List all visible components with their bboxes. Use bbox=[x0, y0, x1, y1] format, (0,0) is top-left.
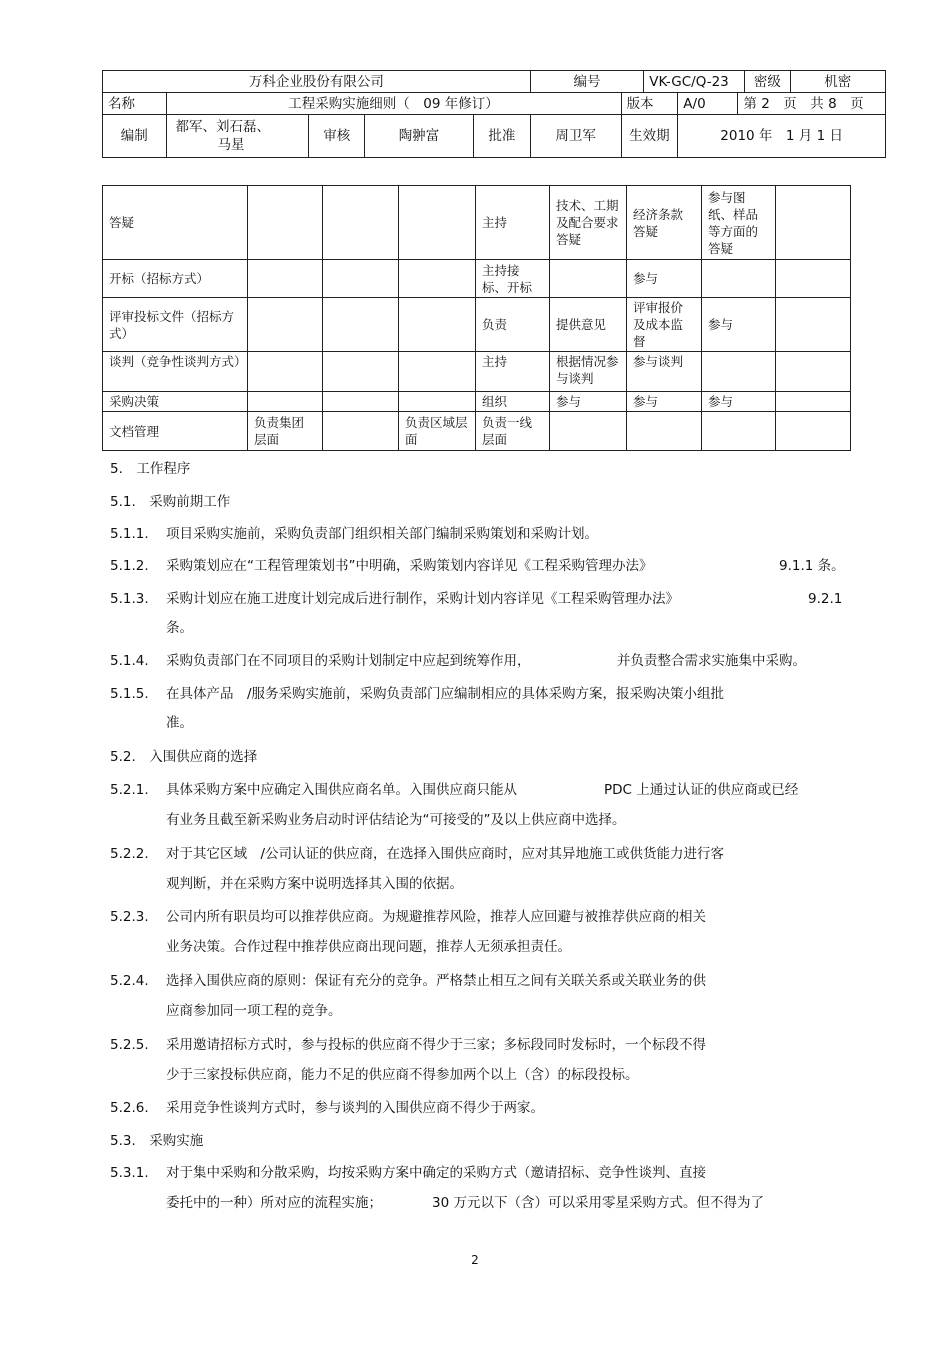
code-label: 编号 bbox=[530, 71, 643, 93]
matrix-cell bbox=[702, 260, 776, 298]
clause-text: 采购负责部门在不同项目的采购计划制定中应起到统筹作用， bbox=[166, 653, 531, 669]
matrix-cell: 组织 bbox=[476, 392, 550, 412]
clause-number: 5.2.6. bbox=[110, 1100, 149, 1116]
clause-text-tail: 并负责整合需求实施集中采购。 bbox=[617, 653, 806, 669]
matrix-cell bbox=[399, 260, 476, 298]
matrix-cell bbox=[776, 392, 851, 412]
matrix-item: 开标（招标方式） bbox=[103, 260, 248, 298]
matrix-cell: 提供意见 bbox=[550, 298, 627, 352]
clause-text-continued: 业务决策。合作过程中推荐供应商出现问题，推荐人无须承担责任。 bbox=[166, 939, 571, 955]
matrix-cell: 参与谈判 bbox=[627, 352, 702, 392]
matrix-cell bbox=[323, 298, 399, 352]
secret-value: 机密 bbox=[790, 71, 885, 93]
matrix-cell bbox=[248, 260, 323, 298]
company-name: 万科企业股份有限公司 bbox=[103, 71, 531, 93]
matrix-item: 采购决策 bbox=[103, 392, 248, 412]
clause-text: 在具体产品 /服务采购实施前，采购负责部门应编制相应的具体采购方案，报采购决策小组批 bbox=[166, 686, 725, 702]
matrix-cell bbox=[776, 412, 851, 451]
reviewer: 陶翀富 bbox=[365, 115, 474, 158]
matrix-cell: 负责集团层面 bbox=[248, 412, 323, 451]
approve-label: 批准 bbox=[474, 115, 531, 158]
matrix-item: 答疑 bbox=[103, 186, 248, 260]
authors bbox=[166, 115, 309, 158]
page-info: 第 2 页 共 8 页 bbox=[738, 93, 886, 115]
matrix-cell bbox=[399, 352, 476, 392]
page-number: 2 bbox=[471, 1253, 479, 1267]
review-label: 审核 bbox=[309, 115, 365, 158]
matrix-cell: 参与 bbox=[627, 260, 702, 298]
clause-number: 5.1.5. bbox=[110, 686, 149, 702]
matrix-item: 评审投标文件（招标方式） bbox=[103, 298, 248, 352]
clause-text: 采用邀请招标方式时，参与投标的供应商不得少于三家；多标段同时发标时，一个标段不得 bbox=[166, 1037, 706, 1053]
clause-text: 对于其它区域 /公司认证的供应商，在选择入围供应商时，应对其异地施工或供货能力进行客 bbox=[166, 846, 725, 862]
matrix-item: 谈判（竞争性谈判方式） bbox=[103, 352, 248, 392]
matrix-cell bbox=[399, 186, 476, 260]
clause-text: 具体采购方案中应确定入围供应商名单。入围供应商只能从 bbox=[166, 782, 517, 798]
matrix-cell bbox=[776, 298, 851, 352]
matrix-cell bbox=[323, 186, 399, 260]
clause-text: 采购计划应在施工进度计划完成后进行制作，采购计划内容详见《工程采购管理办法》 bbox=[166, 591, 679, 607]
matrix-cell bbox=[248, 352, 323, 392]
matrix-cell: 技术、工期及配合要求答疑 bbox=[550, 186, 627, 260]
clause-text-tail: 9.2.1 bbox=[808, 591, 843, 607]
matrix-cell bbox=[550, 412, 627, 451]
matrix-cell: 主持 bbox=[476, 352, 550, 392]
matrix-cell bbox=[776, 186, 851, 260]
clause-number: 5.1.3. bbox=[110, 591, 149, 607]
clause-text-tail: PDC 上通过认证的供应商或已经 bbox=[604, 782, 799, 798]
approver: 周卫军 bbox=[530, 115, 621, 158]
clause-number: 5.3.1. bbox=[110, 1165, 149, 1181]
matrix-cell: 评审报价及成本监督 bbox=[627, 298, 702, 352]
version-label: 版本 bbox=[621, 93, 678, 115]
clause-number: 5.1.2. bbox=[110, 558, 149, 574]
matrix-cell bbox=[323, 392, 399, 412]
clause-text-continued: 观判断，并在采购方案中说明选择其入围的依据。 bbox=[166, 876, 463, 892]
clause-number: 5.1.1. bbox=[110, 526, 149, 542]
secret-label: 密级 bbox=[745, 71, 790, 93]
matrix-cell bbox=[776, 352, 851, 392]
section-5-3-heading: 5.3. 采购实施 bbox=[110, 1133, 204, 1149]
matrix-cell bbox=[702, 352, 776, 392]
matrix-cell: 负责一线层面 bbox=[476, 412, 550, 451]
clause-number: 5.2.2. bbox=[110, 846, 149, 862]
clause-number: 5.1.4. bbox=[110, 653, 149, 669]
matrix-cell: 参与图纸、样品等方面的答疑 bbox=[702, 186, 776, 260]
matrix-cell: 参与 bbox=[627, 392, 702, 412]
responsibility-matrix bbox=[102, 185, 851, 451]
clause-text-continued: 少于三家投标供应商，能力不足的供应商不得参加两个以上（含）的标段投标。 bbox=[166, 1067, 639, 1083]
matrix-cell bbox=[323, 260, 399, 298]
section-5-1-heading: 5.1. 采购前期工作 bbox=[110, 494, 231, 510]
matrix-row bbox=[103, 260, 851, 298]
matrix-cell bbox=[248, 186, 323, 260]
matrix-row bbox=[103, 298, 851, 352]
effective-label: 生效期 bbox=[621, 115, 678, 158]
matrix-cell bbox=[323, 412, 399, 451]
matrix-cell bbox=[702, 412, 776, 451]
code-value: VK-GC/Q-23 bbox=[644, 71, 745, 93]
clause-text-tail: 9.1.1 条。 bbox=[779, 558, 845, 574]
matrix-row bbox=[103, 352, 851, 392]
matrix-cell: 负责区域层面 bbox=[399, 412, 476, 451]
matrix-cell: 参与 bbox=[702, 392, 776, 412]
matrix-cell: 负责 bbox=[476, 298, 550, 352]
matrix-cell bbox=[399, 298, 476, 352]
clause-text: 对于集中采购和分散采购，均按采购方案中确定的采购方式（邀请招标、竞争性谈判、直接 bbox=[166, 1165, 706, 1181]
clause-text-continued: 有业务且截至新采购业务启动时评估结论为“可接受的”及以上供应商中选择。 bbox=[166, 812, 626, 828]
clause-number: 5.2.1. bbox=[110, 782, 149, 798]
matrix-cell: 主持 bbox=[476, 186, 550, 260]
authors-line2: 马星 bbox=[217, 137, 245, 153]
author-label: 编制 bbox=[103, 115, 167, 158]
matrix-cell bbox=[248, 298, 323, 352]
clause-text: 选择入围供应商的原则：保证有充分的竞争。严格禁止相互之间有关联关系或关联业务的供 bbox=[166, 973, 706, 989]
matrix-cell bbox=[550, 260, 627, 298]
clause-number: 5.2.3. bbox=[110, 909, 149, 925]
clause-text-continued: 委托中的一种）所对应的流程实施； bbox=[166, 1195, 382, 1211]
clause-text: 项目采购实施前，采购负责部门组织相关部门编制采购策划和采购计划。 bbox=[166, 526, 598, 542]
matrix-cell bbox=[399, 392, 476, 412]
section-5-heading: 5. 工作程序 bbox=[110, 461, 191, 477]
matrix-cell bbox=[627, 412, 702, 451]
version-value: A/0 bbox=[678, 93, 738, 115]
matrix-item: 文档管理 bbox=[103, 412, 248, 451]
authors-line1: 都军、刘石磊、 bbox=[175, 119, 271, 135]
clause-number: 5.2.4. bbox=[110, 973, 149, 989]
matrix-cell: 主持接标、开标 bbox=[476, 260, 550, 298]
document-header-table bbox=[102, 70, 886, 158]
matrix-cell: 参与 bbox=[550, 392, 627, 412]
matrix-row bbox=[103, 392, 851, 412]
clause-number: 5.2.5. bbox=[110, 1037, 149, 1053]
matrix-cell: 根据情况参与谈判 bbox=[550, 352, 627, 392]
clause-text-continued: 准。 bbox=[166, 715, 193, 731]
clause-text: 采用竞争性谈判方式时，参与谈判的入围供应商不得少于两家。 bbox=[166, 1100, 544, 1116]
matrix-cell bbox=[776, 260, 851, 298]
clause-text: 采购策划应在“工程管理策划书”中明确，采购策划内容详见《工程采购管理办法》 bbox=[166, 558, 653, 574]
document-name: 工程采购实施细则（ 09 年修订） bbox=[166, 93, 621, 115]
section-5-2-heading: 5.2. 入围供应商的选择 bbox=[110, 749, 258, 765]
matrix-cell bbox=[248, 392, 323, 412]
effective-date: 2010 年 1 月 1 日 bbox=[678, 115, 886, 158]
clause-text-tail: 30 万元以下（含）可以采用零星采购方式。但不得为了 bbox=[432, 1195, 764, 1211]
matrix-cell: 经济条款答疑 bbox=[627, 186, 702, 260]
matrix-cell bbox=[323, 352, 399, 392]
matrix-cell: 参与 bbox=[702, 298, 776, 352]
matrix-row bbox=[103, 412, 851, 451]
matrix-row bbox=[103, 186, 851, 260]
clause-text: 公司内所有职员均可以推荐供应商。为规避推荐风险，推荐人应回避与被推荐供应商的相关 bbox=[166, 909, 706, 925]
clause-text-continued: 应商参加同一项工程的竞争。 bbox=[166, 1003, 342, 1019]
clause-text-continued: 条。 bbox=[166, 620, 193, 636]
name-label: 名称 bbox=[103, 93, 167, 115]
